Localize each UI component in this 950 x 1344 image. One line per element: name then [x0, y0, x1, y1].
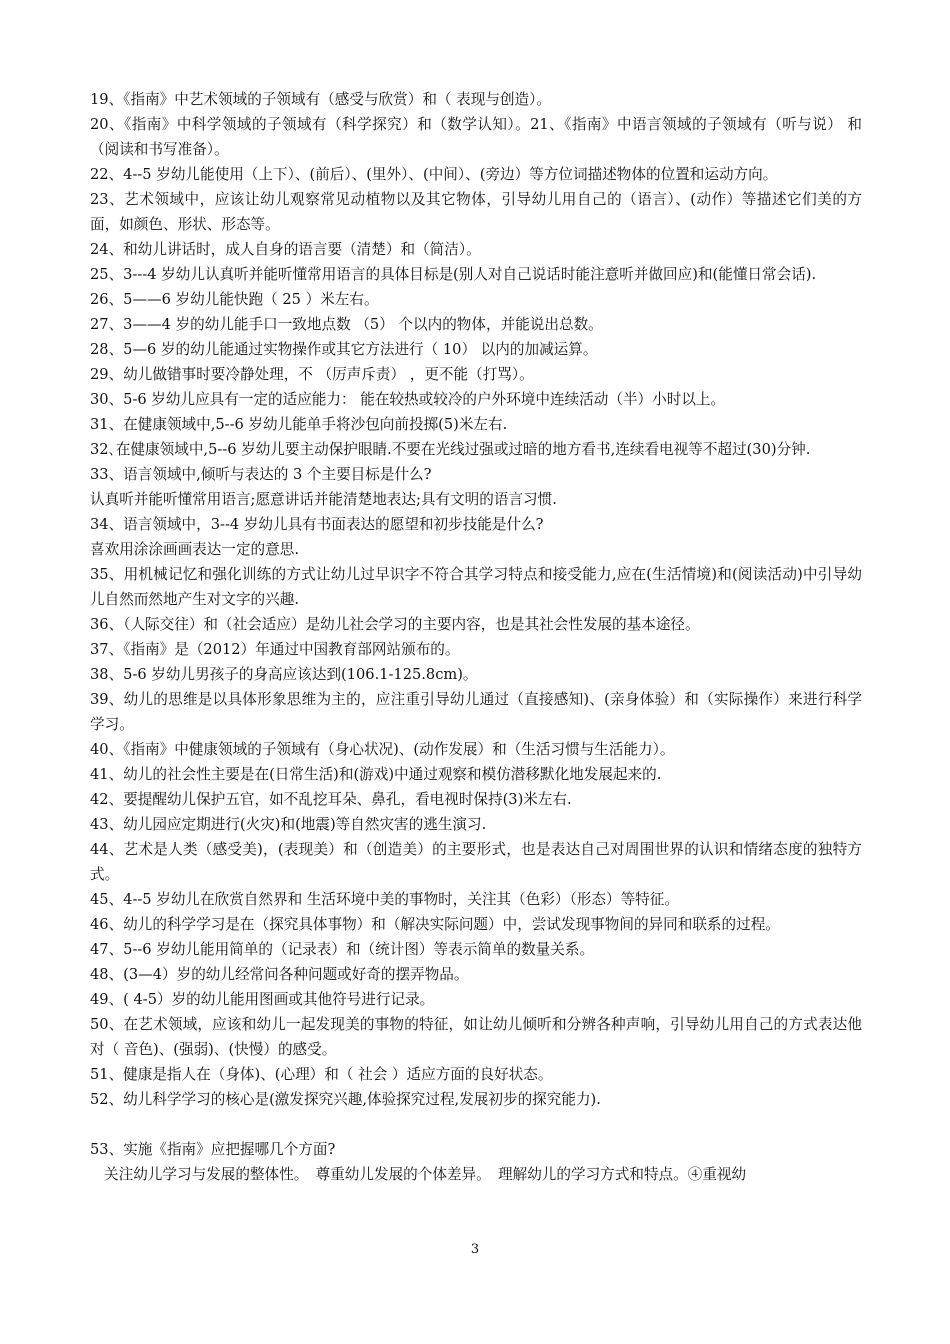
text-line: 42、要提醒幼儿保护五官，如不乱挖耳朵、鼻孔，看电视时保持(3)米左右. [90, 791, 572, 808]
text-line: 37、《指南》是（2012）年通过中国教育部网站颁布的。 [90, 641, 460, 658]
text-line: 39、幼儿的思维是以具体形象思维为主的，应注重引导幼儿通过（直接感知)、(亲身体验）和（实际操作）来进行科学学习。 [90, 691, 862, 733]
text-line: 45、4--5 岁幼儿在欣赏自然界和 生活环境中美的事物时，关注其（色彩）（形态）等特征。 [90, 891, 679, 908]
text-line: 24、和幼儿讲话时，成人自身的语言要（清楚）和（简洁）。 [90, 241, 481, 258]
text-line: 31、在健康领域中,5--6 岁幼儿能单手将沙包向前投掷(5)米左右. [90, 416, 508, 433]
text-line: 27、3——4 岁的幼儿能手口一致地点数 （5） 个以内的物体，并能说出总数。 [90, 316, 603, 333]
text-line: 36、（人际交往）和（社会适应）是幼儿社会学习的主要内容，也是其社会性发展的基本途径。 [90, 616, 700, 633]
text-line: 50、在艺术领域，应该和幼儿一起发现美的事物的特征，如让幼儿倾听和分辨各种声响，引导幼儿用自己的方式表达他对（ 音色)、(强弱)、(快慢）的感受。 [90, 1016, 862, 1058]
text-line: 51、健康是指人在（身体)、(心理）和（ 社会 ）适应方面的良好状态。 [90, 1066, 553, 1083]
text-line: 19、《指南》中艺术领域的子领域有（感受与欣赏）和（ 表现与创造）。 [90, 91, 552, 108]
blank-line [90, 1112, 862, 1137]
text-line: 48、(3—4）岁的幼儿经常问各种问题或好奇的摆弄物品。 [90, 966, 469, 983]
text-line: 26、5——6 岁幼儿能快跑（ 25 ）米左右。 [90, 291, 379, 308]
text-line: 35、用机械记忆和强化训练的方式让幼儿过早识字不符合其学习特点和接受能力,应在(生活情境)和(阅读活动)中引导幼儿自然而然地产生对文字的兴趣. [90, 566, 862, 608]
text-line: 46、幼儿的科学学习是在（探究具体事物）和（解决实际问题）中，尝试发现事物间的异同和联系的过程。 [90, 916, 780, 933]
text-line: 25、3---4 岁幼儿认真听并能听懂常用语言的具体目标是(别人对自己说话时能注意听并做回应)和(能懂日常会话). [90, 266, 817, 283]
text-line: 23、艺术领域中，应该让幼儿观察常见动植物以及其它物体，引导幼儿用自己的（语言）、(动作）等描述它们美的方面，如颜色、形状、形态等。 [90, 191, 862, 233]
text-line: 41、幼儿的社会性主要是在(日常生活)和(游戏)中通过观察和模仿潜移默化地发展起来的. [90, 766, 662, 783]
text-line: 52、幼儿科学学习的核心是(激发探究兴趣,体验探究过程,发展初步的探究能力). [90, 1091, 601, 1108]
text-line: 43、幼儿园应定期进行(火灾)和(地震)等自然灾害的逃生演习. [90, 816, 487, 833]
text-line: 40、《指南》中健康领域的子领域有（身心状况)、(动作发展）和（生活习惯与生活能力）。 [90, 741, 675, 758]
text-line: 32､在健康领域中,5--6 岁幼儿要主动保护眼睛.不要在光线过强或过暗的地方看书,连续看电视等不超过(30)分钟. [90, 441, 811, 458]
answer-line: 关注幼儿学习与发展的整体性。 尊重幼儿发展的个体差异。 理解幼儿的学习方式和特点。④重视幼 [104, 1166, 747, 1183]
question-line: 53、实施《指南》应把握哪几个方面? [90, 1141, 336, 1158]
text-line: 44、艺术是人类（感受美)，(表现美）和（创造美）的主要形式，也是表达自己对周围世界的认识和情绪态度的独特方式。 [90, 841, 862, 883]
text-line: 20、《指南》中科学领域的子领域有（科学探究）和（数学认知）。21、《指南》中语言领域的子领域有（听与说） 和 （阅读和书写准备）。 [90, 116, 862, 158]
text-line: 49、( 4-5）岁的幼儿能用图画或其他符号进行记录。 [90, 991, 435, 1008]
text-line: 22、4--5 岁幼儿能使用（上下）、(前后）、(里外）、(中间）、(旁边）等方位词描述物体的位置和运动方向。 [90, 166, 778, 183]
document-body [90, 87, 862, 1187]
page-number: 3 [470, 1242, 480, 1257]
text-line: 29、幼儿做错事时要冷静处理，不 （厉声斥责） ，更不能（打骂）。 [90, 366, 534, 383]
answer-line: 认真听并能听懂常用语言;愿意讲话并能清楚地表达;具有文明的语言习惯. [90, 491, 557, 508]
question-line: 33、语言领域中,倾听与表达的 3 个主要目标是什么? [90, 466, 432, 483]
answer-line: 喜欢用涂涂画画表达一定的意思. [90, 541, 299, 558]
text-line: 30、5-6 岁幼儿应具有一定的适应能力： 能在较热或较冷的户外环境中连续活动（半）小时以上。 [90, 391, 726, 408]
text-line: 38、5-6 岁幼儿男孩子的身高应该达到(106.1-125.8cm)。 [90, 666, 478, 683]
text-line: 47、5--6 岁幼儿能用简单的（记录表）和（统计图）等表示简单的数量关系。 [90, 941, 595, 958]
text-line: 28、5—6 岁的幼儿能通过实物操作或其它方法进行（ 10） 以内的加减运算。 [90, 341, 598, 358]
question-line: 34、语言领域中，3--4 岁幼儿具有书面表达的愿望和初步技能是什么? [90, 516, 544, 533]
